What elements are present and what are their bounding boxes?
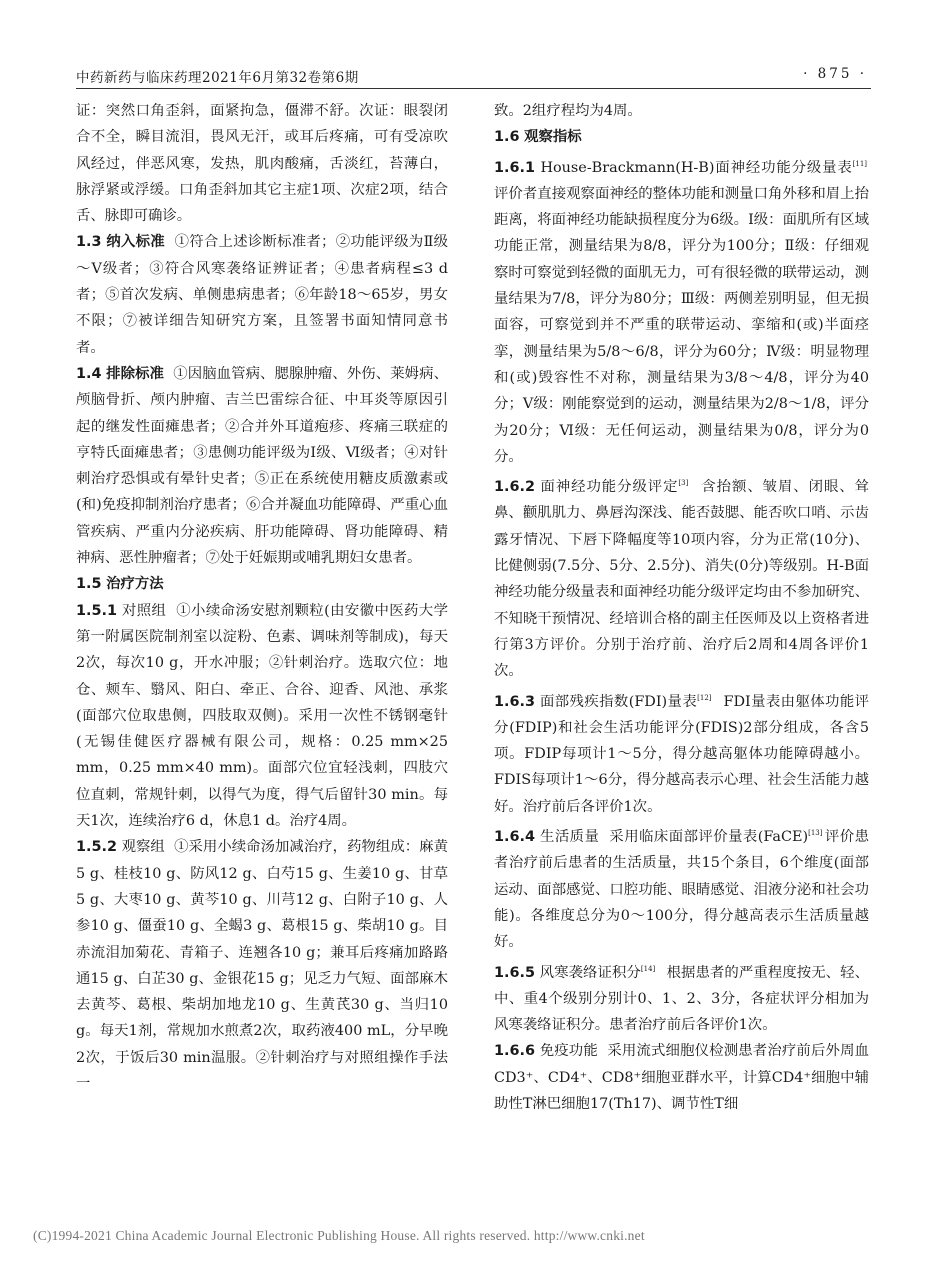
control-group-text: ①小续命汤安慰剂颗粒(由安徽中医药大学第一附属医院制剂室以淀粉、色素、调味剂等制成)，每天2次，每次10 g，开水冲服；②针刺治疗。选取穴位：地仓、颊车、翳风、阳白、牵正、合谷、迎香、风池、承浆(面部穴位取患侧，四肢取双侧)。采用一次性不锈钢毫针(无锡佳健医疗器械有限公司，规格：0.25 mm×25 mm，0.25 mm×40 mm)。面部穴位宜轻浅刺，四肢穴位直刺，常规针刺，以得气为度，得气后留针30 min。每天1次，连续治疗6 d，休息1 d。治疗4周。 xyxy=(76,602,448,830)
citation-ref: [11] xyxy=(852,159,868,168)
continued-paragraph: 致。2组疗程均为4周。 xyxy=(494,103,642,119)
exclusion-criteria-section xyxy=(76,361,448,571)
subsection-number: 1.6.5 xyxy=(494,964,535,981)
section-title-indicators: 观察指标 xyxy=(524,129,582,146)
observation-group-section xyxy=(76,834,448,1097)
section-number: 1.3 xyxy=(76,234,102,251)
qol-text: 评价患者治疗前后患者的生活质量，共15个条目，6个维度(面部运动、面部感觉、口腔功能、眼睛感觉、泪液分泌和社会功能)。各维度总分为0～100分，得分越高表示生活质量越好。 xyxy=(494,829,869,951)
hb-scale-text: 评价者直接观察面神经的整体功能和测量口角外移和眉上抬距离，将面神经功能缺损程度分为6级。Ⅰ级：面肌所有区域功能正常，测量结果为8/8，评分为100分；Ⅱ级：仔细观察时可察觉到轻微的面肌无力，可有很轻微的联带运动，测量结果为7/8，评分为80分；Ⅲ级：两侧差别明显，但无损面容，可察觉到并不严重的联带运动、挛缩和(或)半面痉挛，测量结果为5/8～6/8，评分为60分；Ⅳ级：明显物理和(或)毁容性不对称，测量结果为3/8～4/8，评分为40分；Ⅴ级：刚能察觉到的运动，测量结果为2/8～1/8，评分为20分；Ⅵ级：无任何运动，测量结果为0/8，评分为0分。 xyxy=(494,185,869,465)
fdi-text: FDI量表由躯体功能评分(FDIP)和社会生活功能评分(FDIS)2部分组成，各含5项。FDIP每项计1～5分，得分越高躯体功能障碍越小。FDIS每项计1～6分，得分越高表示心理、社会生活能力越好。治疗前后各评价1次。 xyxy=(494,693,870,815)
section-number: 1.4 xyxy=(76,365,102,382)
subsection-title-fdi: 面部残疾指数(FDI)量表 xyxy=(539,693,698,710)
inclusion-criteria-text: ①符合上述诊断标准者；②功能评级为Ⅱ级～Ⅴ级者；③符合风寒袭络证辨证者；④患者病程≤3 d者；⑤首次发病、单侧患病患者；⑥年龄18～65岁，男女不限；⑦被详细告知研究方案，且签署书面知情同意书者。 xyxy=(76,234,449,356)
hb-scale-section xyxy=(494,151,869,471)
facial-nerve-grading-section xyxy=(494,470,869,684)
subsection-number: 1.6.6 xyxy=(494,1043,535,1060)
page-number: · 875 · xyxy=(803,66,867,82)
subsection-number: 1.6.3 xyxy=(494,693,535,710)
fdi-section xyxy=(494,685,869,820)
citation-ref: [12] xyxy=(697,693,712,702)
section-title-inclusion: 纳入标准 xyxy=(106,234,165,251)
subsection-number: 1.5.2 xyxy=(76,839,117,856)
exclusion-criteria-text: ①因脑血管病、腮腺肿瘤、外伤、莱姆病、颅脑骨折、颅内肿瘤、吉兰巴雷综合征、中耳炎等原因引起的继发性面瘫患者；②合并外耳道疱疹、疼痛三联症的亨特氏面瘫患者；③患侧功能评级为Ⅰ级、Ⅵ级者；④对针刺治疗恐惧或有晕针史者；⑤正在系统使用糖皮质激素或(和)免疫抑制剂治疗患者；⑥合并凝血功能障碍、严重心血管疾病、严重内分泌疾病、肝功能障碍、肾功能障碍、精神病、恶性肿瘤者；⑦处于妊娠期或哺乳期妇女患者。 xyxy=(76,365,448,567)
facial-nerve-grading-text: 含抬额、皱眉、闭眼、耸鼻、颧肌肌力、鼻唇沟深浅、能否鼓腮、能否吹口哨、示齿露牙情况、下唇下降幅度等10项内容，分为正常(10分)、比健侧弱(7.5分、5分、2.5分)、消失(0分)等级别。H-B面神经功能分级量表和面神经功能分级评定均由不参加研究、不知晓干预情况、经培训合格的副主任医师及以上资格者进行第3方评价。分别于治疗前、治疗后2周和4周各评价1次。 xyxy=(494,479,869,680)
subsection-title-grading: 面神经功能分级评定 xyxy=(540,479,679,496)
left-column xyxy=(76,98,448,1097)
subsection-number: 1.5.1 xyxy=(76,602,117,619)
citation-ref: [3] xyxy=(678,479,689,488)
subsection-title-qol: 生活质量 xyxy=(540,829,600,846)
citation-ref: [13] xyxy=(808,829,823,838)
qol-lead-text: 采用临床面部评价量表(FaCE) xyxy=(609,829,809,846)
syndrome-score-section xyxy=(494,956,869,1039)
immune-function-text: 采用流式细胞仪检测患者治疗前后外周血CD3⁺、CD4⁺、CD8⁺细胞亚群水平，计算CD4⁺细胞中辅助性T淋巴细胞17(Th17)、调节性T细 xyxy=(494,1043,869,1112)
subsection-number: 1.6.4 xyxy=(494,829,535,846)
control-group-section xyxy=(76,598,448,835)
subsection-title-syndrome: 风寒袭络证积分 xyxy=(539,964,641,981)
immune-function-section xyxy=(494,1038,869,1117)
inclusion-criteria-section xyxy=(76,229,448,360)
observation-group-text: ①采用小续命汤加减治疗，药物组成：麻黄5 g、桂枝10 g、防风12 g、白芍15 g、生姜10 g、甘草5 g、大枣10 g、黄芩10 g、川芎12 g、白附子10 g、人参10 g、僵蚕10 g、全蝎3 g、葛根15 g、柴胡10 g。目赤流泪加菊花、青箱子、连翘各10 g；兼耳后疼痛加路路通15 g、白芷30 g、金银花15 g；见乏力气短、面部麻木去黄芩、葛根、柴胡加地龙10 g、生黄芪30 g、当归10 g。每天1剂，常规加水煎煮2次，取药液400 mL，分早晚2次，于饭后30 min温服。②针刺治疗与对照组操作手法一 xyxy=(76,839,448,1092)
section-number: 1.5 xyxy=(76,576,102,593)
syndrome-score-text: 根据患者的严重程度按无、轻、中、重4个级别分别计0、1、2、3分，各症状评分相加为风寒袭络证积分。患者治疗前后各评价1次。 xyxy=(494,964,869,1034)
section-title-treatment: 治疗方法 xyxy=(106,576,164,593)
citation-ref: [14] xyxy=(640,964,656,973)
treatment-method-heading xyxy=(76,571,448,597)
section-number: 1.6 xyxy=(494,129,520,146)
subsection-title-hb: House-Brackmann(H-B)面神经功能分级量表 xyxy=(540,159,853,176)
section-title-exclusion: 排除标准 xyxy=(106,365,164,382)
right-column xyxy=(494,98,869,1117)
subsection-title-immune: 免疫功能 xyxy=(539,1043,598,1060)
subsection-number: 1.6.2 xyxy=(494,479,535,496)
copyright-footer: (C)1994-2021 China Academic Journal Electronic Publishing House. All rights reserved. http://www.cnki.net xyxy=(33,1228,645,1243)
subsection-number: 1.6.1 xyxy=(494,159,535,176)
diagnosis-paragraph: 证：突然口角歪斜，面紧拘急，僵滞不舒。次证：眼裂闭合不全，瞬目流泪，畏风无汗，或耳后疼痛，可有受凉吹风经过，伴恶风寒，发热，肌肉酸痛，舌淡红，苔薄白，脉浮紧或浮缓。口角歪斜加其它主症1项、次症2项，结合舌、脉即可确诊。 xyxy=(76,103,448,225)
running-header xyxy=(76,62,871,89)
subsection-title-control: 对照组 xyxy=(121,602,167,619)
observation-indicators-heading xyxy=(494,124,869,150)
quality-of-life-section xyxy=(494,820,869,955)
subsection-title-observation: 观察组 xyxy=(121,839,165,856)
journal-title: 中药新药与临床药理2021年6月第32卷第6期 xyxy=(76,70,359,86)
